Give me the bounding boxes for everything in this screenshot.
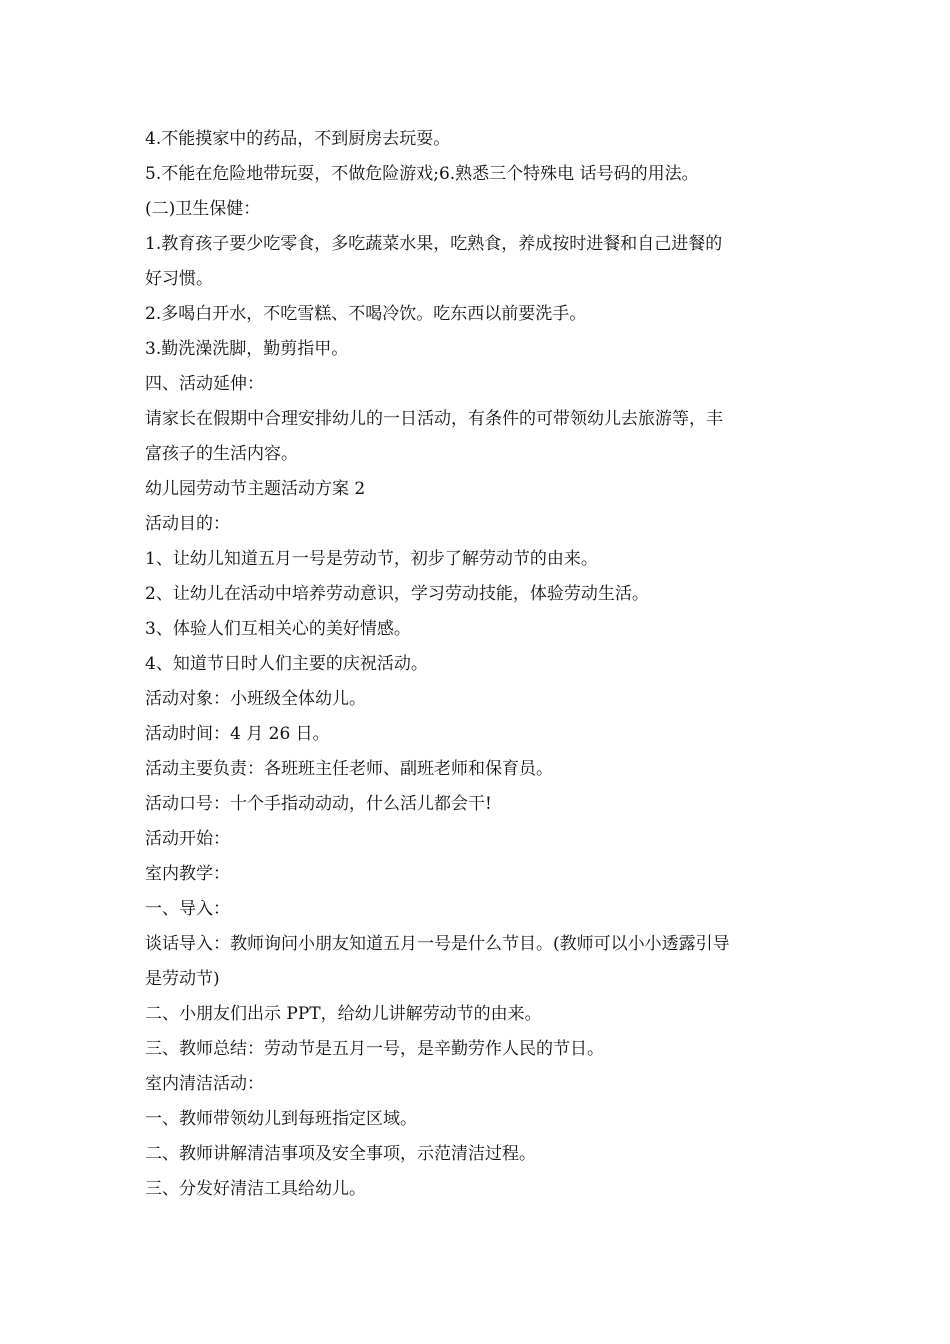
text-line: 好习惯。 bbox=[145, 269, 213, 289]
section-heading: (二)卫生保健： bbox=[145, 199, 261, 219]
text-line: 活动对象：小班级全体幼儿。 bbox=[145, 689, 366, 709]
text-line: 二、小朋友们出示 PPT，给幼儿讲解劳动节的由来。 bbox=[145, 1004, 542, 1024]
text-line: 1、让幼儿知道五月一号是劳动节，初步了解劳动节的由来。 bbox=[145, 549, 598, 569]
section-heading: 室内教学： bbox=[145, 864, 230, 884]
text-line: 4.不能摸家中的药品，不到厨房去玩耍。 bbox=[145, 129, 451, 149]
text-line: 请家长在假期中合理安排幼儿的一日活动，有条件的可带领幼儿去旅游等，丰 bbox=[145, 409, 723, 429]
document-body bbox=[145, 122, 813, 1207]
text-line: 活动时间：4 月 26 日。 bbox=[145, 724, 330, 744]
text-line: 3、体验人们互相关心的美好情感。 bbox=[145, 619, 411, 639]
section-heading: 室内清洁活动： bbox=[145, 1074, 264, 1094]
section-heading: 四、活动延伸： bbox=[145, 374, 264, 394]
text-line: 5.不能在危险地带玩耍，不做危险游戏;6.熟悉三个特殊电 话号码的用法。 bbox=[145, 164, 699, 184]
section-heading: 一、导入： bbox=[145, 899, 230, 919]
text-line: 是劳动节) bbox=[145, 969, 220, 989]
text-line: 富孩子的生活内容。 bbox=[145, 444, 298, 464]
text-line: 1.教育孩子要少吃零食，多吃蔬菜水果，吃熟食，养成按时进餐和自己进餐的 bbox=[145, 234, 723, 254]
document-title: 幼儿园劳动节主题活动方案 2 bbox=[145, 479, 366, 499]
text-line: 三、分发好清洁工具给幼儿。 bbox=[145, 1179, 366, 1199]
section-heading: 活动开始： bbox=[145, 829, 230, 849]
text-line: 4、知道节日时人们主要的庆祝活动。 bbox=[145, 654, 428, 674]
text-line: 活动主要负责：各班班主任老师、副班老师和保育员。 bbox=[145, 759, 553, 779]
text-line: 活动口号：十个手指动动动，什么活儿都会干! bbox=[145, 794, 492, 814]
section-heading: 活动目的： bbox=[145, 514, 230, 534]
text-line: 2、让幼儿在活动中培养劳动意识，学习劳动技能，体验劳动生活。 bbox=[145, 584, 649, 604]
text-line: 2.多喝白开水，不吃雪糕、不喝冷饮。吃东西以前要洗手。 bbox=[145, 304, 587, 324]
text-line: 谈话导入：教师询问小朋友知道五月一号是什么节目。(教师可以小小透露引导 bbox=[145, 934, 730, 954]
text-line: 三、教师总结：劳动节是五月一号，是辛勤劳作人民的节日。 bbox=[145, 1039, 604, 1059]
text-line: 一、教师带领幼儿到每班指定区域。 bbox=[145, 1109, 417, 1129]
text-line: 二、教师讲解清洁事项及安全事项，示范清洁过程。 bbox=[145, 1144, 536, 1164]
text-line: 3.勤洗澡洗脚，勤剪指甲。 bbox=[145, 339, 349, 359]
